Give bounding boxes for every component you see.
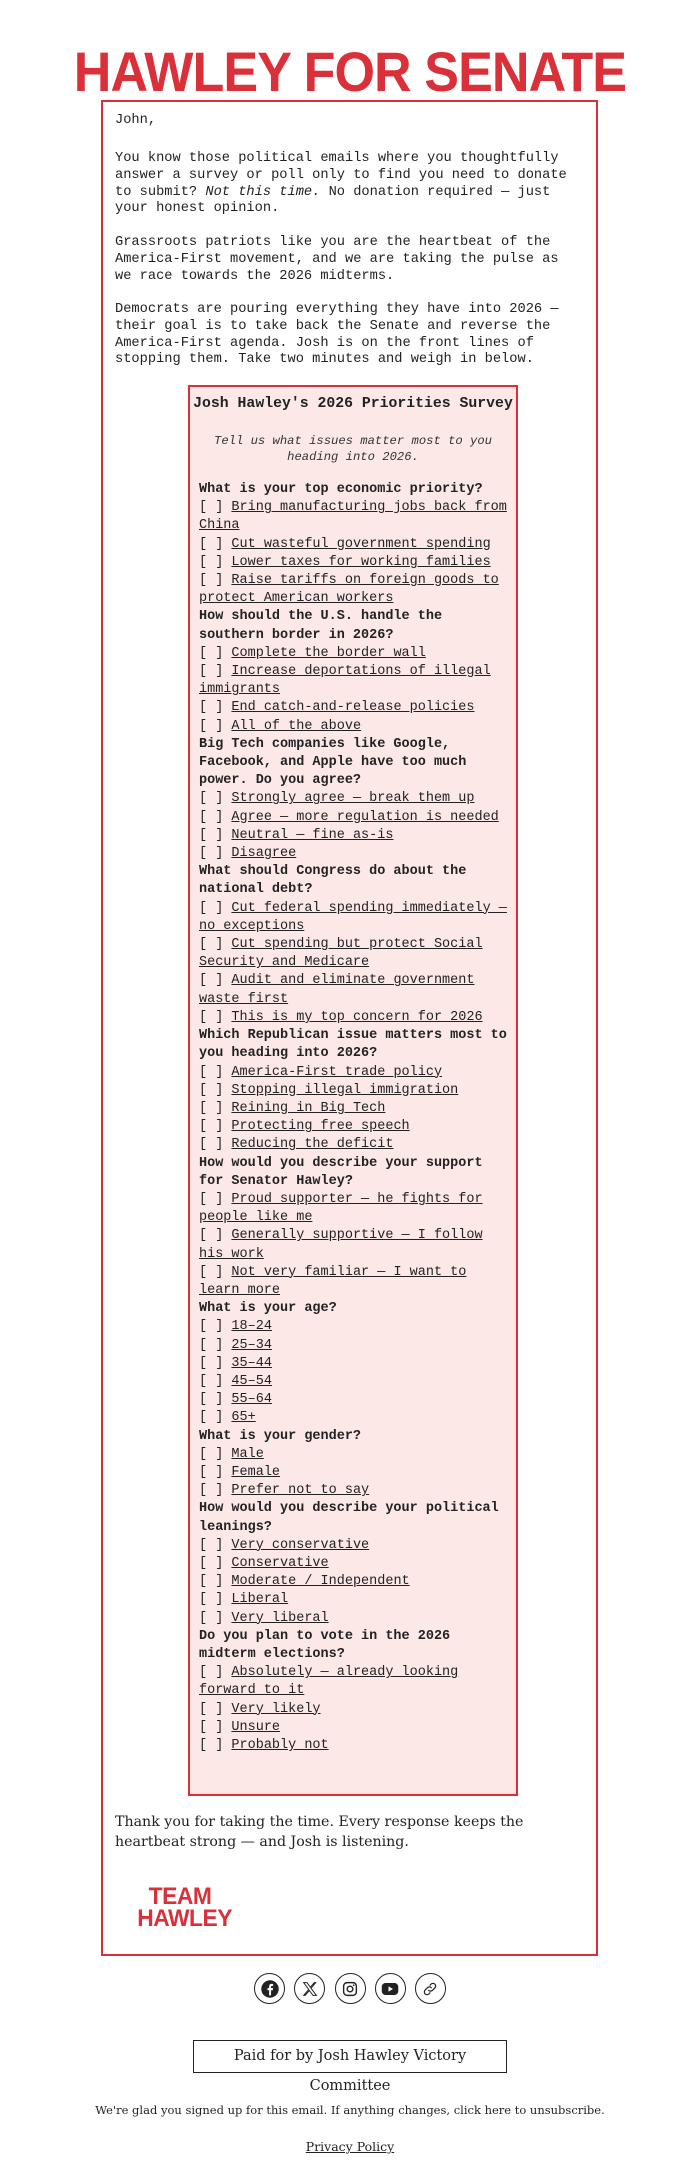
social-links xyxy=(0,1973,700,2004)
survey-question: Do you plan to vote in the 2026 midterm elections? xyxy=(199,1628,451,1662)
survey-option[interactable] xyxy=(199,1136,511,1154)
survey-question: Big Tech companies like Google, Facebook, and Apple have too much power. Do you agree? xyxy=(199,736,467,789)
survey-option-link[interactable]: Stopping illegal immigration xyxy=(231,1082,459,1098)
survey-option[interactable] xyxy=(199,1719,511,1737)
survey-title: Josh Hawley's 2026 Priorities Survey xyxy=(193,396,513,412)
survey-option-link[interactable]: This is my top concern for 2026 xyxy=(231,1009,483,1025)
subscription-text: We're glad you signed up for this email. If anything changes, xyxy=(95,2103,454,2117)
survey-option[interactable] xyxy=(199,1701,511,1719)
checkbox-glyph[interactable]: [ ] xyxy=(199,809,224,825)
facebook-icon[interactable] xyxy=(254,1973,285,2004)
survey-option[interactable] xyxy=(199,699,511,717)
team-hawley-logo xyxy=(137,1883,232,1932)
checkbox-glyph[interactable]: [ ] xyxy=(199,1100,224,1116)
survey-option-link[interactable]: Reining in Big Tech xyxy=(231,1100,386,1116)
survey-option[interactable] xyxy=(199,1391,511,1409)
intro-p1-pre: You know those political emails where you thoughtfully answer a survey or poll only to find you need to donate to submit? xyxy=(115,151,567,200)
checkbox-glyph[interactable]: [ ] xyxy=(199,1009,224,1025)
survey-option[interactable] xyxy=(199,1464,511,1482)
survey-option[interactable] xyxy=(199,1737,511,1755)
survey-question: How would you describe your political leanings? xyxy=(199,1501,499,1535)
checkbox-glyph[interactable]: [ ] xyxy=(199,1574,224,1590)
survey-option-link[interactable]: Raise tariffs on foreign goods to protect American workers xyxy=(199,573,499,607)
checkbox-glyph[interactable]: [ ] xyxy=(199,1119,224,1135)
checkbox-glyph[interactable]: [ ] xyxy=(199,900,224,916)
survey-option[interactable] xyxy=(199,645,511,663)
instagram-icon[interactable] xyxy=(335,1973,366,2004)
survey-option-link[interactable]: Female xyxy=(231,1464,281,1480)
survey-option-link[interactable]: Unsure xyxy=(231,1719,281,1735)
survey-question: What is your age? xyxy=(199,1301,337,1317)
checkbox-glyph[interactable]: [ ] xyxy=(199,791,224,807)
intro-paragraph-1 xyxy=(115,151,583,218)
checkbox-glyph[interactable]: [ ] xyxy=(199,1592,224,1608)
survey-option[interactable] xyxy=(199,499,511,535)
survey-option-link[interactable]: Probably not xyxy=(231,1738,329,1754)
survey-option-link[interactable]: Proud supporter — he fights for people like me xyxy=(199,1191,483,1226)
survey-option[interactable] xyxy=(199,1009,511,1027)
survey-option-link[interactable]: 55–64 xyxy=(231,1392,272,1408)
survey-option[interactable] xyxy=(199,972,511,1008)
link-icon[interactable] xyxy=(415,1973,446,2004)
survey-option-link[interactable]: 18–24 xyxy=(231,1319,272,1335)
survey-option-link[interactable]: All of the above xyxy=(231,718,362,734)
survey-option[interactable] xyxy=(199,1318,511,1336)
paid-for-disclaimer: Paid for by Josh Hawley Victory Committee xyxy=(193,2040,507,2073)
survey-option-link[interactable]: Audit and eliminate government waste first xyxy=(199,973,475,1007)
checkbox-glyph[interactable]: [ ] xyxy=(199,1228,224,1244)
checkbox-glyph[interactable]: [ ] xyxy=(199,500,224,516)
x-icon[interactable] xyxy=(294,1973,325,2004)
survey-option-link[interactable]: Generally supportive — I follow his work xyxy=(199,1228,483,1262)
checkbox-glyph[interactable]: [ ] xyxy=(199,846,224,862)
survey-option-link[interactable]: Liberal xyxy=(231,1592,289,1608)
checkbox-glyph[interactable]: [ ] xyxy=(199,1319,224,1335)
survey-question: What is your top economic priority? xyxy=(199,482,483,497)
checkbox-glyph[interactable]: [ ] xyxy=(199,1264,224,1280)
survey-option-link[interactable]: Lower taxes for working families xyxy=(231,554,491,570)
survey-option-link[interactable]: Protecting free speech xyxy=(231,1119,410,1135)
survey-option-link[interactable]: Very conservative xyxy=(231,1537,370,1553)
survey-option-link[interactable]: 65+ xyxy=(231,1410,256,1426)
survey-option-link[interactable]: Complete the border wall xyxy=(231,645,426,661)
survey-option[interactable] xyxy=(199,1064,511,1082)
survey-option-link[interactable]: End catch-and-release policies xyxy=(231,700,475,716)
survey-option-link[interactable]: Cut spending but protect Social Security and Medicare xyxy=(199,937,483,971)
checkbox-glyph[interactable]: [ ] xyxy=(199,1464,224,1480)
survey-option-link[interactable]: Very likely xyxy=(231,1701,321,1717)
checkbox-glyph[interactable]: [ ] xyxy=(199,1537,224,1553)
survey-option-link[interactable]: Cut federal spending immediately — no exceptions xyxy=(199,900,507,934)
privacy-policy xyxy=(0,2139,700,2154)
survey-option[interactable] xyxy=(199,1482,511,1500)
checkbox-glyph[interactable]: [ ] xyxy=(199,1483,224,1499)
checkbox-glyph[interactable]: [ ] xyxy=(199,937,224,953)
email-body xyxy=(101,100,598,1956)
youtube-icon[interactable] xyxy=(375,1973,406,2004)
checkbox-glyph[interactable]: [ ] xyxy=(199,573,224,589)
checkbox-glyph[interactable]: [ ] xyxy=(199,536,224,552)
survey-option-link[interactable]: Bring manufacturing jobs back from China xyxy=(199,500,507,534)
unsubscribe-link[interactable]: click here to unsubscribe. xyxy=(453,2103,605,2117)
privacy-policy-link[interactable]: Privacy Policy xyxy=(305,2139,395,2154)
survey-option[interactable] xyxy=(199,663,511,699)
greeting-text: John, xyxy=(115,113,157,128)
survey-subtitle: Tell us what issues matter most to you heading into 2026. xyxy=(214,434,492,464)
thank-you-text: Thank you for taking the time. Every response keeps the heartbeat strong — and Josh is listening. xyxy=(115,1814,524,1850)
survey-option[interactable] xyxy=(199,572,511,608)
survey-option-link[interactable]: Male xyxy=(231,1446,264,1462)
survey-option-link[interactable]: Not very familiar — I want to learn more xyxy=(199,1264,467,1298)
checkbox-glyph[interactable]: [ ] xyxy=(199,1392,224,1408)
checkbox-glyph[interactable]: [ ] xyxy=(199,554,224,570)
intro-p1-post: No donation required — just your honest opinion. xyxy=(115,184,551,217)
survey-question: Which Republican issue matters most to you heading into 2026? xyxy=(199,1028,507,1062)
survey-option-link[interactable]: Agree — more regulation is needed xyxy=(231,809,499,825)
survey-option[interactable] xyxy=(199,1373,511,1391)
intro-paragraph-3 xyxy=(115,302,583,369)
survey-option-link[interactable]: Moderate / Independent xyxy=(231,1574,410,1590)
header-logo xyxy=(0,40,700,103)
survey-option[interactable] xyxy=(199,845,511,863)
checkbox-glyph[interactable]: [ ] xyxy=(199,645,224,661)
survey-option[interactable] xyxy=(199,554,511,572)
checkbox-glyph[interactable]: [ ] xyxy=(199,700,224,716)
subscription-notice xyxy=(0,2103,700,2117)
intro-paragraph-1-text xyxy=(115,151,583,218)
survey-option-link[interactable]: 45–54 xyxy=(231,1373,272,1389)
intro-paragraph-2-text: Grassroots patriots like you are the heartbeat of the America-First movement, and we are taking the pulse as we race towards the 2026 midterms. xyxy=(115,235,559,284)
survey-option-link[interactable]: Strongly agree — break them up xyxy=(231,791,475,807)
survey-option[interactable] xyxy=(199,900,511,936)
survey-option[interactable] xyxy=(199,1537,511,1555)
survey-option[interactable] xyxy=(199,718,511,736)
checkbox-glyph[interactable]: [ ] xyxy=(199,1719,224,1735)
survey-box xyxy=(188,385,518,1796)
checkbox-glyph[interactable]: [ ] xyxy=(199,1701,224,1717)
survey-option[interactable] xyxy=(199,1409,511,1427)
survey-option[interactable] xyxy=(199,1446,511,1464)
checkbox-glyph[interactable]: [ ] xyxy=(199,1373,224,1389)
survey-option[interactable] xyxy=(199,1118,511,1136)
survey-option-link[interactable]: Disagree xyxy=(231,846,297,862)
survey-option[interactable] xyxy=(199,1555,511,1573)
checkbox-glyph[interactable]: [ ] xyxy=(199,664,224,680)
survey-question: What is your gender? xyxy=(199,1428,362,1444)
checkbox-glyph[interactable]: [ ] xyxy=(199,1446,224,1462)
survey-option-link[interactable]: Neutral — fine as-is xyxy=(231,827,394,843)
survey-option[interactable] xyxy=(199,1227,511,1263)
checkbox-glyph[interactable]: [ ] xyxy=(199,1738,224,1754)
survey-option[interactable] xyxy=(199,1100,511,1118)
survey-question: How should the U.S. handle the southern border in 2026? xyxy=(199,609,443,643)
team-logo-line2: HAWLEY xyxy=(137,1905,232,1932)
survey-question: What should Congress do about the national debt? xyxy=(199,864,467,898)
survey-option-link[interactable]: Reducing the deficit xyxy=(231,1137,394,1153)
survey-option-link[interactable]: 35–44 xyxy=(231,1355,272,1371)
survey-option[interactable] xyxy=(199,827,511,845)
greeting xyxy=(115,113,583,130)
survey-option[interactable] xyxy=(199,1264,511,1300)
survey-option[interactable] xyxy=(199,1337,511,1355)
intro-p1-italic: Not this time. xyxy=(205,184,321,200)
intro-paragraph-2 xyxy=(115,235,583,285)
survey-option-link[interactable]: Cut wasteful government spending xyxy=(231,536,491,552)
intro-paragraph-3-text: Democrats are pouring everything they have into 2026 — their goal is to take back the Senate and reverse the America-First agenda. Josh is on the front lines of stopping them. Take two minutes and weigh in below. xyxy=(115,302,559,368)
checkbox-glyph[interactable]: [ ] xyxy=(199,1064,224,1080)
checkbox-glyph[interactable]: [ ] xyxy=(199,1610,224,1626)
survey-option-link[interactable]: America-First trade policy xyxy=(231,1064,443,1080)
survey-option[interactable] xyxy=(199,809,511,827)
survey-option-link[interactable]: Absolutely — already looking forward to it xyxy=(199,1665,459,1699)
survey-option-link[interactable]: 25–34 xyxy=(231,1337,272,1353)
survey-option[interactable] xyxy=(199,1355,511,1373)
checkbox-glyph[interactable]: [ ] xyxy=(199,1337,224,1353)
survey-option-link[interactable]: Conservative xyxy=(231,1555,329,1571)
survey-option[interactable] xyxy=(199,536,511,554)
survey-questions xyxy=(199,481,511,1755)
checkbox-glyph[interactable]: [ ] xyxy=(199,1137,224,1153)
checkbox-glyph[interactable]: [ ] xyxy=(199,1410,224,1426)
checkbox-glyph[interactable]: [ ] xyxy=(199,1082,224,1098)
checkbox-glyph[interactable]: [ ] xyxy=(199,718,224,734)
checkbox-glyph[interactable]: [ ] xyxy=(199,1355,224,1371)
header-logo-text: HAWLEY FOR SENATE xyxy=(73,40,627,103)
survey-option[interactable] xyxy=(199,1191,511,1227)
survey-option-link[interactable]: Prefer not to say xyxy=(231,1483,370,1499)
survey-option[interactable] xyxy=(199,1610,511,1628)
survey-option-link[interactable]: Very liberal xyxy=(231,1610,329,1626)
checkbox-glyph[interactable]: [ ] xyxy=(199,1555,224,1571)
survey-option[interactable] xyxy=(199,1573,511,1591)
checkbox-glyph[interactable]: [ ] xyxy=(199,1191,224,1207)
survey-option-link[interactable]: Increase deportations of illegal immigrants xyxy=(199,664,491,698)
checkbox-glyph[interactable]: [ ] xyxy=(199,827,224,843)
team-logo-line1: TEAM xyxy=(148,1883,212,1910)
survey-option[interactable] xyxy=(199,1591,511,1609)
survey-option[interactable] xyxy=(199,790,511,808)
checkbox-glyph[interactable]: [ ] xyxy=(199,973,224,989)
survey-option[interactable] xyxy=(199,936,511,972)
checkbox-glyph[interactable]: [ ] xyxy=(199,1665,224,1681)
survey-option[interactable] xyxy=(199,1664,511,1700)
survey-question: How would you describe your support for Senator Hawley? xyxy=(199,1155,483,1189)
survey-option[interactable] xyxy=(199,1082,511,1100)
